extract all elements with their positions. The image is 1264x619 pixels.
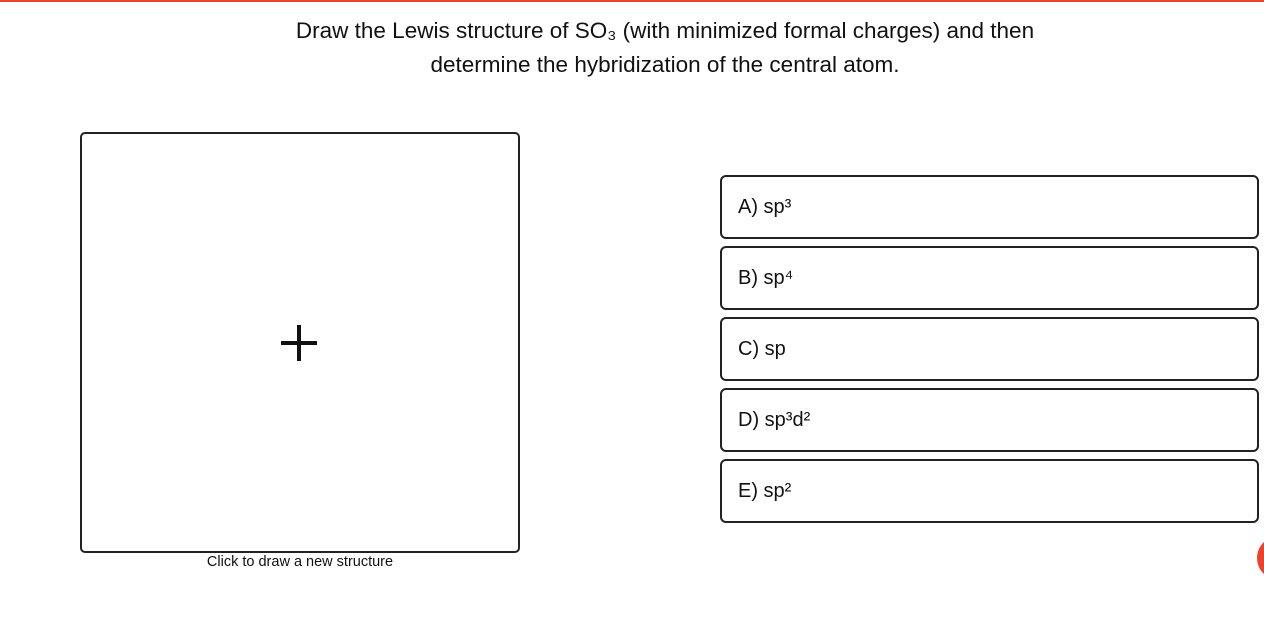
option-a-label: A) sp³ — [738, 195, 792, 218]
question-line-1: Draw the Lewis structure of SO₃ (with minimized formal charges) and then — [295, 18, 1035, 43]
option-b-label: B) sp⁴ — [738, 266, 794, 289]
option-d-label: D) sp³d² — [738, 408, 811, 431]
option-c-label: C) sp — [738, 337, 786, 360]
question-text — [165, 14, 1165, 82]
option-e[interactable] — [720, 459, 1259, 523]
plus-icon[interactable] — [281, 325, 317, 361]
side-tab-badge[interactable] — [1257, 536, 1264, 580]
question-line-2: determine the hybridization of the central atom. — [430, 52, 900, 77]
option-d[interactable] — [720, 388, 1259, 452]
top-accent-rule — [0, 0, 1264, 2]
option-e-label: E) sp² — [738, 479, 792, 502]
option-b[interactable] — [720, 246, 1259, 310]
draw-structure-caption[interactable]: Click to draw a new structure — [206, 554, 394, 570]
answer-options — [720, 175, 1259, 530]
option-a[interactable] — [720, 175, 1259, 239]
option-c[interactable] — [720, 317, 1259, 381]
